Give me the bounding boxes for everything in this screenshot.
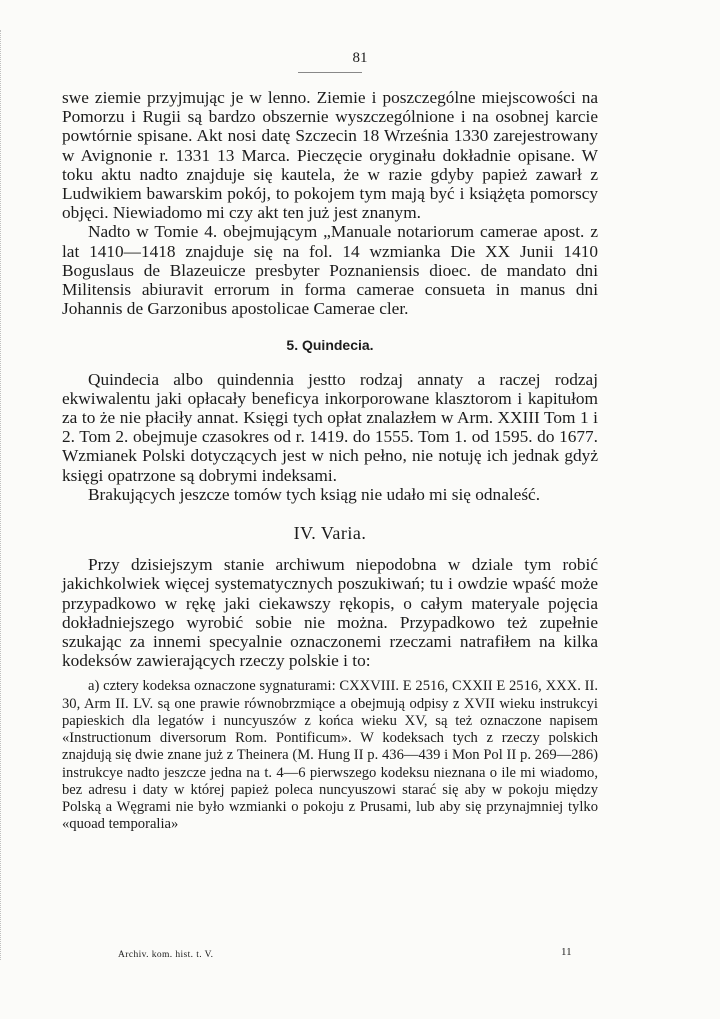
- footnote-block: [62, 678, 598, 833]
- footer-signature: Archiv. kom. hist. t. V.: [118, 950, 214, 960]
- paragraph-2: Nadto w Tomie 4. obejmującym „Manuale notariorum camerae apost. z lat 1410—1418 znajduje się na fol. 14 wzmianka Die XX Junii 1410 Boguslaus de Blazeuicze presbyter Poznaniensis dioec. de mandato dni Militensis abiuravit errorum in forma camerae consueta in manus dni Johannis de Garzonibus apostolicae Camerae cler.: [62, 222, 598, 319]
- page-number: 81: [352, 50, 368, 66]
- page-edge-scan-artifact: [0, 30, 8, 960]
- section-4-paragraph: Przy dzisiejszym stanie archiwum niepodobna w dziale tym robić jakichkolwiek więcej systematycznych poszukiwań; tu i owdzie wpaść może przypadkowo w rękę jaki ciekawszy rękopis, o całym materyale pojęcia dokładniejszego wyrobić sobie nie można. Przypadkowo też zupełnie szukając za innemi specyalnie oznaczonemi rzeczami natrafiłem na kilka kodeksów zawierających rzeczy polskie i to:: [62, 555, 598, 671]
- section-5-paragraph-2: Brakujących jeszcze tomów tych ksiąg nie udało mi się odnaleść.: [88, 484, 541, 504]
- body-text: [62, 88, 598, 833]
- paragraph-1: swe ziemie przyjmując je w lenno. Ziemie i poszczególne miejscowości na Pomorzu i Rugii są bardzo obszernie wyszczególnione i na osobnej karcie powtórnie spisane. Akt nosi datę Szczecin 18 Września 1330 zarejestrowany w Avignonie r. 1331 13 Marca. Pieczęcie oryginału dokładnie opisane. W toku aktu nadto znajduje się kautela, że w razie gdyby papież zawarł z Ludwikiem bawarskim pokój, to pokojem tym mają być i książęta pomorscy objęci. Niewiadomo mi czy akt ten już jest znanym.: [62, 88, 598, 223]
- section-4-heading: IV. Varia.: [293, 523, 367, 544]
- footer-sheet-number: 11: [561, 946, 572, 958]
- section-5-paragraph-1: Quindecia albo quindennia jestto rodzaj annaty a raczej rodzaj ekwiwalentu jaki opłacały beneficya inkorporowane klasztorom i kapitułom za to że nie płaciły annat. Księgi tych opłat znalazłem w Arm. XXIII Tom 1 i 2. Tom 2. obejmuje czasokres od r. 1419. do 1555. Tom 1. od 1595. do 1677. Wzmianek Polski dotyczących jest w nich pełno, nie notuję ich jednak gdyż księgi opatrzone są dobrymi indeksami.: [62, 369, 598, 485]
- item-a: a) cztery kodeksa oznaczone sygnaturami: CXXVIII. E 2516, CXXII E 2516, XXX. II. 30, Arm II. LV. są one prawie równobrzmiące a obejmują odpisy z XVII wieku instrukcyi papieskich dla legatów i nuncyuszów z końca wieku XV, są też oznaczone napisem «Instructionum diversorum Rom. Pontificum». W kodeksach tych z rzeczy polskich znajdują się dwie znane już z Theinera (M. Hung II p. 436—439 i Mon Pol II p. 269—286) instrukcye nadto jeszcze jedna na t. 4—6 pierwszego kodeksu nieznana o ile mi wiadomo, bez adresu i daty w której papież poleca nuncyuszowi starać się aby w pokoju między Polską a Węgrami nie było wzmianki o pokoju z Prusami, lub aby się przynajmniej tylko «quoad temporalia»: [62, 678, 598, 833]
- page-number-rule: [298, 72, 362, 73]
- section-5-heading: 5. Quindecia.: [286, 337, 374, 354]
